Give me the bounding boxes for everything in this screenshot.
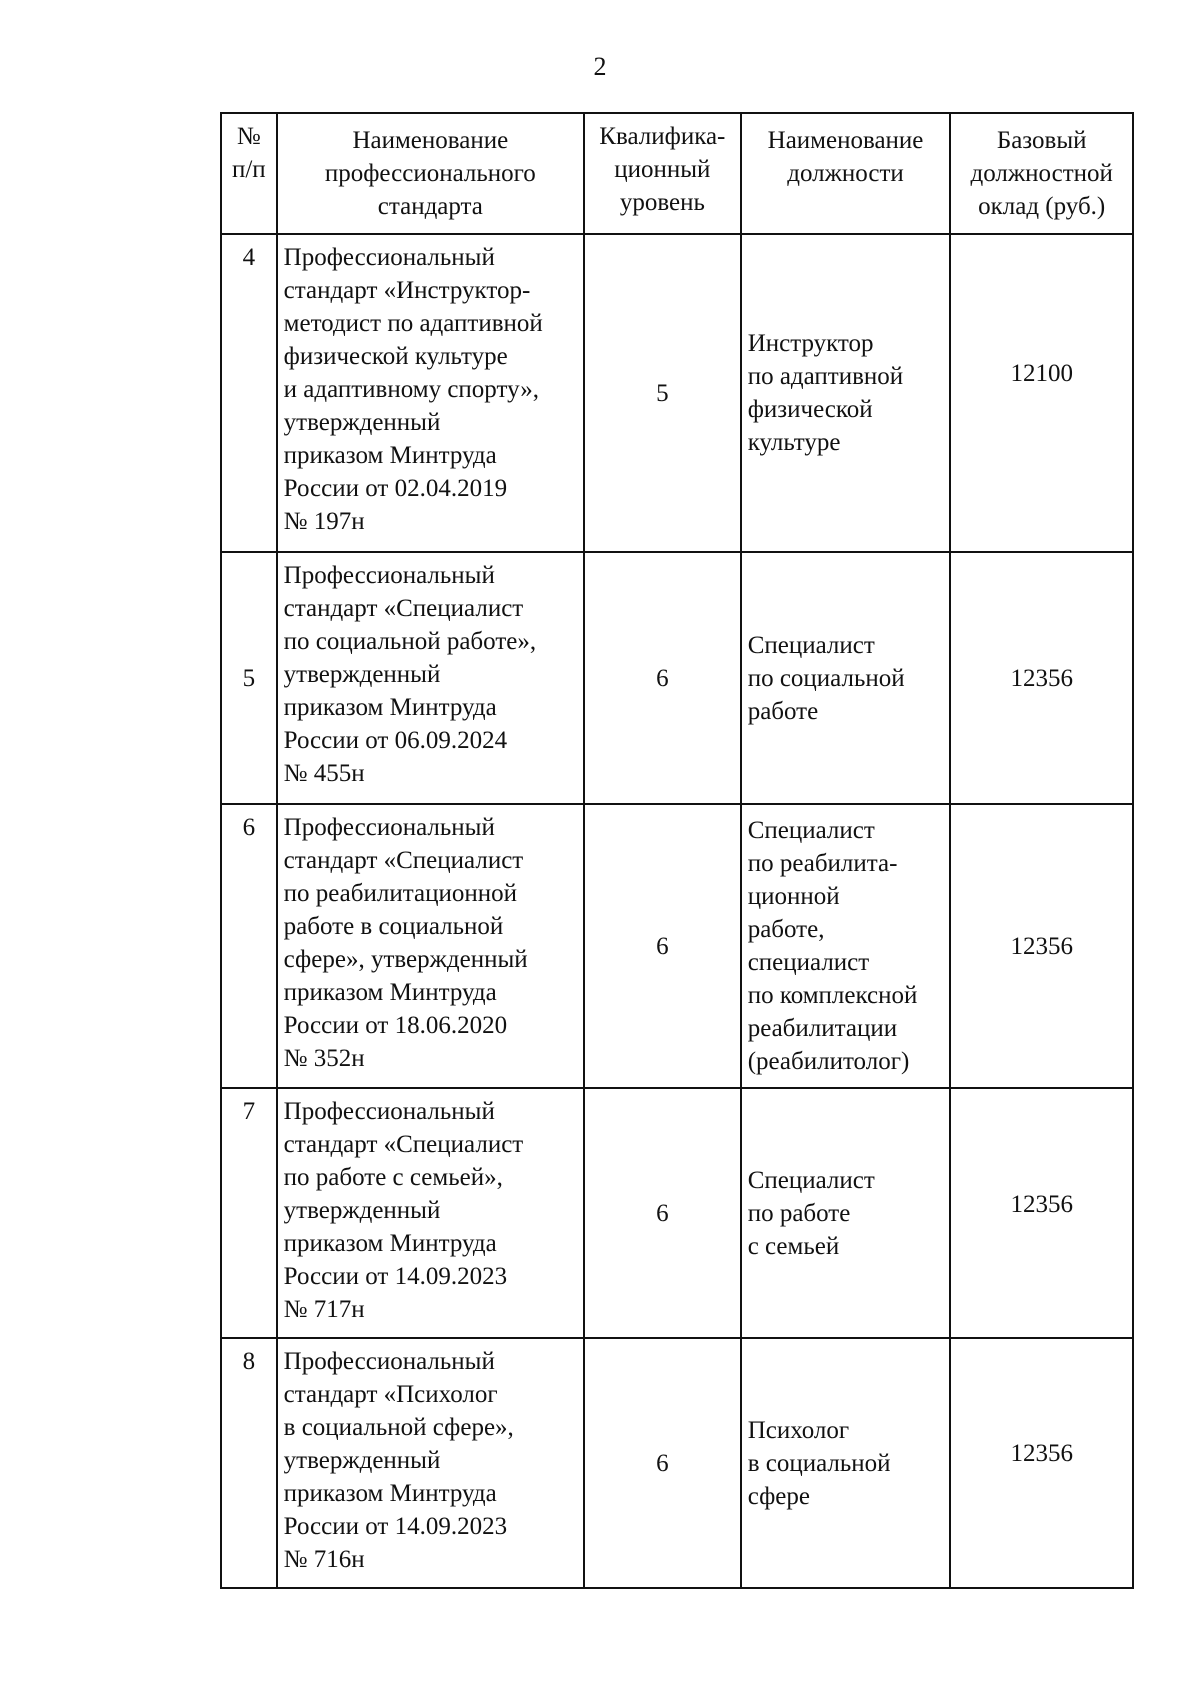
row-number: 4: [221, 234, 277, 552]
row-standard: Профессиональный стандарт «Специалист по работе с семьей», утвержденный приказом Минтруда России от 14.09.2023 № 717н: [277, 1088, 584, 1338]
row-number: 5: [221, 552, 277, 804]
table-header-row: [221, 113, 1133, 234]
row-standard: Профессиональный стандарт «Психолог в социальной сфере», утвержденный приказом Минтруда России от 14.09.2023 № 716н: [277, 1338, 584, 1588]
row-number: 8: [221, 1338, 277, 1588]
row-position: Специалист по социальной работе: [741, 552, 951, 804]
header-level: Квалифика-ционный уровень: [584, 113, 741, 234]
row-base-salary: 12356: [950, 1088, 1133, 1338]
header-num: № п/п: [221, 113, 277, 234]
header-position: Наименование должности: [741, 113, 951, 234]
table-row: [221, 552, 1133, 804]
row-position: Психолог в социальной сфере: [741, 1338, 951, 1588]
table-row: [221, 1088, 1133, 1338]
row-number: 6: [221, 804, 277, 1088]
page-number: 2: [593, 52, 607, 81]
row-base-salary: 12356: [950, 552, 1133, 804]
header-standard: Наименование профессионального стандарта: [277, 113, 584, 234]
header-salary: Базовый должностной оклад (руб.): [950, 113, 1133, 234]
row-qualification-level: 5: [584, 234, 741, 552]
row-base-salary: 12356: [950, 804, 1133, 1088]
row-position: Специалист по реабилита- ционной работе, специалист по комплексной реабилитации (реабилитолог): [741, 804, 951, 1088]
table-row: [221, 1338, 1133, 1588]
table-row: [221, 234, 1133, 552]
salary-table: [220, 112, 1134, 1589]
row-position: Инструктор по адаптивной физической культуре: [741, 234, 951, 552]
row-base-salary: 12100: [950, 234, 1133, 552]
row-qualification-level: 6: [584, 552, 741, 804]
row-qualification-level: 6: [584, 1338, 741, 1588]
table-row: [221, 804, 1133, 1088]
row-standard: Профессиональный стандарт «Специалист по социальной работе», утвержденный приказом Минтруда России от 06.09.2024 № 455н: [277, 552, 584, 804]
row-qualification-level: 6: [584, 804, 741, 1088]
row-number: 7: [221, 1088, 277, 1338]
row-qualification-level: 6: [584, 1088, 741, 1338]
row-standard: Профессиональный стандарт «Специалист по реабилитационной работе в социальной сфере», утвержденный приказом Минтруда России от 18.06.2020 № 352н: [277, 804, 584, 1088]
row-standard: Профессиональный стандарт «Инструктор- методист по адаптивной физической культуре и адаптивному спорту», утвержденный приказом Минтруда России от 02.04.2019 № 197н: [277, 234, 584, 552]
row-position: Специалист по работе с семьей: [741, 1088, 951, 1338]
row-base-salary: 12356: [950, 1338, 1133, 1588]
